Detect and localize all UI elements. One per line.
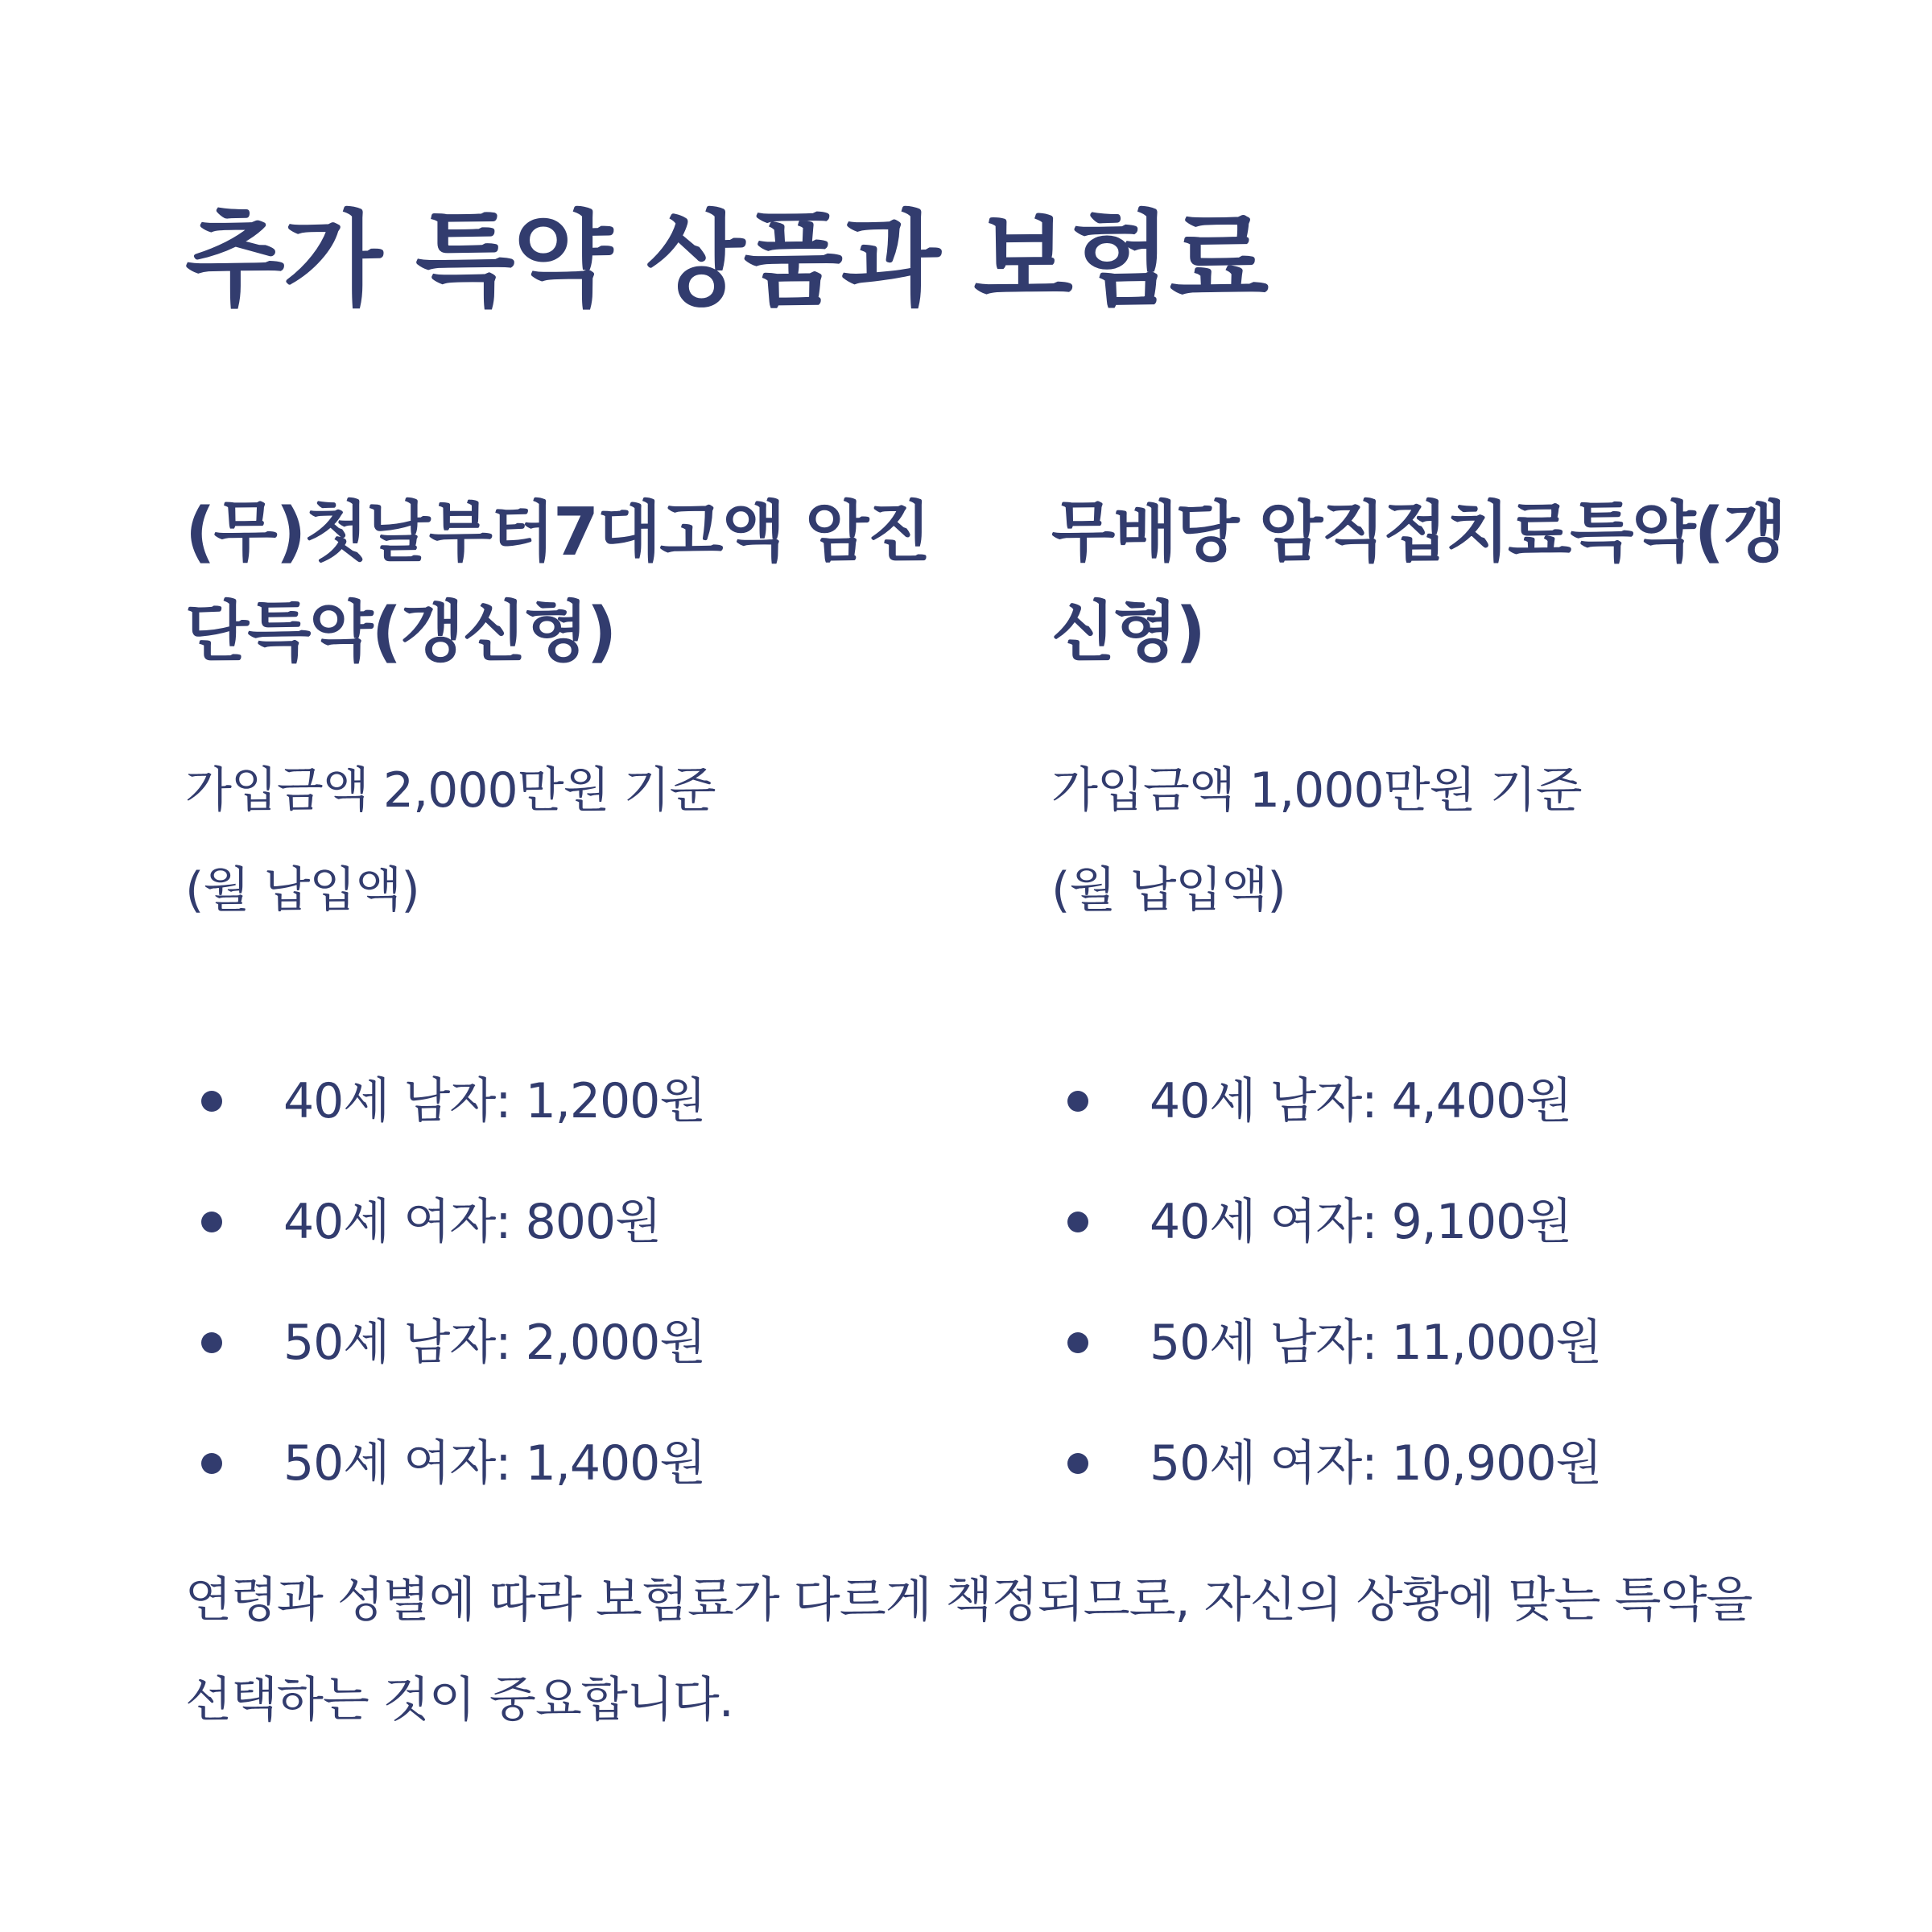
- premium-item: [1051, 1282, 1602, 1403]
- bullet-icon: [1067, 1212, 1088, 1232]
- premium-text: 50세 남자: 11,000원: [1150, 1315, 1602, 1371]
- premium-item: [185, 1403, 705, 1524]
- bullet-icon: [201, 1332, 222, 1353]
- premium-item: [1051, 1041, 1602, 1162]
- coverage-basis-2: [1051, 741, 1582, 940]
- premium-text: 40세 남자: 4,400원: [1150, 1073, 1572, 1129]
- bullet-icon: [1067, 1091, 1088, 1112]
- premium-text: 50세 여자: 10,900원: [1150, 1435, 1602, 1492]
- product-column-1: [185, 483, 942, 1492]
- coverage-amount-2: 가입금액 1,000만원 기준: [1051, 762, 1582, 819]
- bullet-icon: [1067, 1453, 1088, 1474]
- premium-list-1: [185, 1041, 705, 1524]
- footer-note: 연령과 성별에 따라 보험료가 다르게 책정되므로, 자신의 상황에 맞는 특약을 선택하는 것이 중요합니다.: [185, 1572, 1752, 1728]
- premium-item: [1051, 1403, 1602, 1524]
- bullet-icon: [201, 1453, 222, 1474]
- bullet-icon: [201, 1091, 222, 1112]
- bullet-icon: [201, 1212, 222, 1232]
- product-name-1: (무)첫날부터7대고액 암진단특약(갱신형): [185, 494, 930, 671]
- premium-list-2: [1051, 1041, 1602, 1524]
- payment-type-2: (월 납입액): [1051, 862, 1286, 919]
- payment-type-1: (월 납입액): [185, 862, 419, 919]
- premium-item: [1051, 1162, 1602, 1282]
- coverage-amount-1: 가입금액 2,000만원 기준: [185, 762, 716, 819]
- premium-item: [185, 1041, 705, 1162]
- coverage-basis-1: [185, 741, 716, 940]
- product-column-2: [1051, 483, 1808, 1492]
- premium-text: 40세 여자: 800원: [283, 1194, 662, 1250]
- premium-text: 50세 남자: 2,000원: [283, 1315, 706, 1371]
- premium-text: 50세 여자: 1,400원: [283, 1435, 706, 1492]
- bullet-icon: [1067, 1332, 1088, 1353]
- page-title: 추가 특약 상품과 보험료: [185, 200, 1268, 320]
- premium-item: [185, 1282, 705, 1403]
- premium-text: 40세 여자: 9,100원: [1150, 1194, 1572, 1250]
- product-name-2: 무배당 암직접치료특약(갱신형): [1051, 494, 1785, 671]
- premium-item: [185, 1162, 705, 1282]
- premium-text: 40세 남자: 1,200원: [283, 1073, 706, 1129]
